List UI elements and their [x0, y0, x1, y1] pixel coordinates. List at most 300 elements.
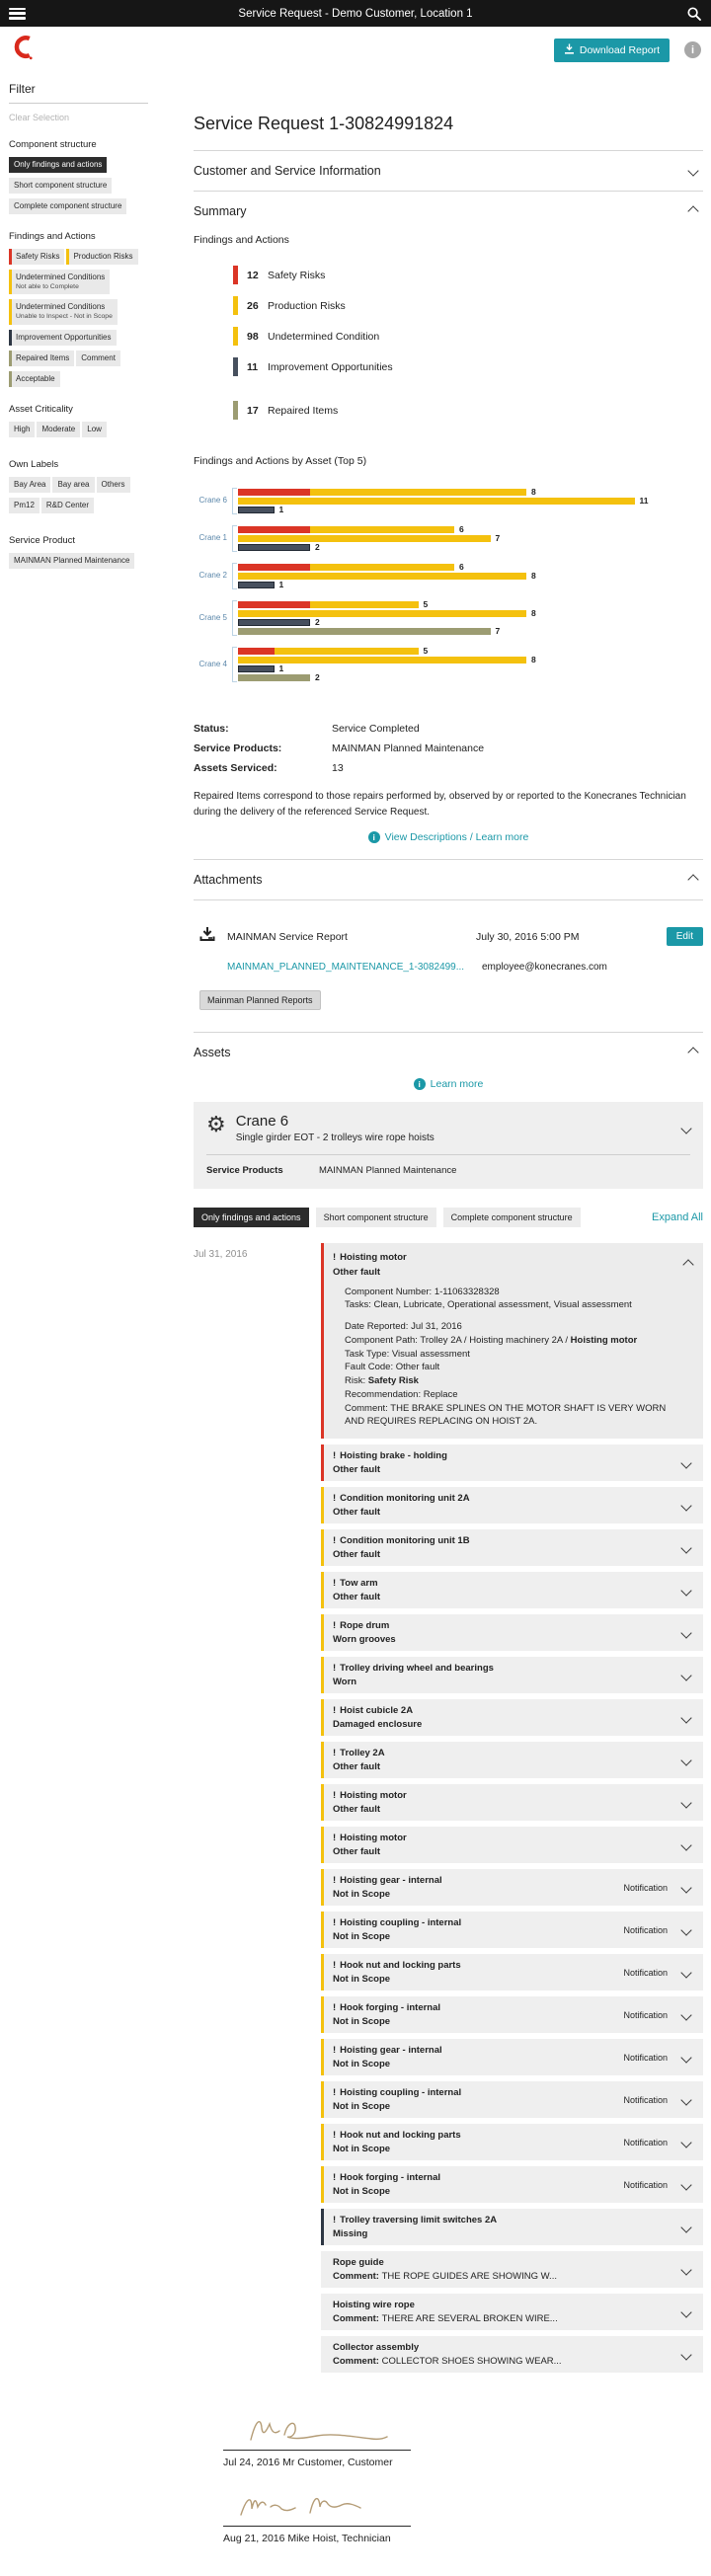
info-icon[interactable]: i: [684, 41, 701, 58]
notification-label: Notification: [623, 1882, 668, 1893]
findings-counts: [233, 266, 703, 420]
count-label: Improvement Opportunities: [268, 360, 393, 373]
chevron-up-icon[interactable]: [687, 205, 698, 216]
finding-count-red: [233, 266, 703, 284]
status-value: Service Completed: [332, 723, 420, 735]
finding-row-hoist-cubicle-2a[interactable]: [321, 1699, 703, 1736]
finding-row-condition-monitoring-unit-1b[interactable]: [321, 1529, 703, 1566]
filter-chip-high[interactable]: High: [9, 422, 35, 437]
download-report-button[interactable]: [554, 39, 670, 62]
finding-title: Hoisting motor: [340, 1252, 407, 1263]
finding-row-text: [333, 2257, 682, 2282]
section-assets[interactable]: [194, 1033, 703, 1072]
repaired-items-note: Repaired Items correspond to those repairs performed by, observed by or reported to the Konecranes Technician during the delivery of the referenced Service Request.: [194, 791, 686, 818]
expand-all-link[interactable]: Expand All: [652, 1211, 703, 1223]
attachment-uploader-email: employee@konecranes.com: [482, 962, 607, 973]
bar-segment-dark: [238, 665, 275, 672]
top-app-bar: [0, 0, 711, 27]
finding-detail-line: Task Type: Visual assessment: [345, 1348, 470, 1360]
signature-image: [223, 2408, 411, 2450]
chart-bar: [238, 573, 703, 580]
count-color-bar: [233, 401, 238, 420]
finding-subtitle: Comment: THE ROPE GUIDES ARE SHOWING W...: [333, 2271, 557, 2283]
notification-label: Notification: [623, 2137, 668, 2147]
exclamation-icon: !: [333, 2215, 337, 2226]
asset-criticality-chips: [9, 422, 148, 442]
finding-row-hoisting-wire-rope[interactable]: [321, 2294, 703, 2330]
finding-row-trolley-2a[interactable]: [321, 1742, 703, 1778]
asset-card-header[interactable]: [206, 1113, 690, 1143]
chevron-down-icon[interactable]: [680, 2009, 691, 2020]
filter-chip-sublabel: Not able to Complete: [16, 283, 79, 290]
exclamation-icon: !: [333, 1252, 337, 1263]
filter-chip-bay-area[interactable]: Bay Area: [9, 477, 50, 493]
bar-value-label: 8: [531, 487, 536, 497]
finding-subtitle: Not in Scope: [333, 1974, 391, 1986]
finding-subtitle: Worn: [333, 1677, 357, 1688]
chart-bar: [238, 601, 703, 608]
bar-segment-dark: [238, 507, 275, 513]
chart-bars: [237, 487, 703, 515]
count-value: 12: [247, 269, 259, 281]
finding-count-yellow: [233, 327, 703, 346]
filter-chip-acceptable[interactable]: Acceptable: [9, 371, 60, 387]
finding-title: ! Rope drum: [333, 1620, 390, 1632]
chevron-down-icon[interactable]: [680, 2137, 691, 2147]
finding-detail-line: Component Path: Trolley 2A / Hoisting machinery 2A / Hoisting motor: [345, 1334, 638, 1346]
divider: [9, 103, 148, 104]
count-color-bar: [233, 327, 238, 346]
chevron-down-icon[interactable]: [680, 1924, 691, 1935]
finding-row-text: [333, 1917, 623, 1942]
count-color-bar: [233, 296, 238, 315]
toggle-complete-structure[interactable]: Complete component structure: [443, 1208, 581, 1227]
chart-bar: [238, 628, 703, 635]
chart-bar: [238, 648, 703, 655]
chart-bar: [238, 619, 703, 626]
service-products-value: MAINMAN Planned Maintenance: [332, 742, 485, 754]
service-product-chips: [9, 553, 148, 574]
bar-value-label: 1: [278, 505, 284, 514]
exclamation-icon: !: [333, 2130, 337, 2142]
finding-title: ! Hoisting coupling - internal: [333, 2087, 462, 2099]
finding-count-dark: [233, 357, 703, 376]
section-title: Attachments: [194, 873, 263, 887]
count-value: 11: [247, 360, 259, 373]
findings-filter-chips: [9, 249, 148, 387]
learn-more-link[interactable]: [194, 1078, 703, 1090]
exclamation-icon: !: [333, 1450, 337, 1462]
notification-label: Notification: [623, 2179, 668, 2190]
bar-value-label: 1: [278, 580, 284, 589]
app-bar-title: Service Request - Demo Customer, Location 1: [238, 7, 473, 20]
finding-row-text: [333, 1663, 682, 1687]
finding-title: ! Tow arm: [333, 1578, 378, 1590]
finding-detail-line: Risk: Safety Risk: [345, 1375, 419, 1387]
exclamation-icon: !: [333, 1790, 337, 1802]
finding-row-text: [333, 1450, 682, 1475]
asset-card-crane-6: [194, 1102, 703, 1189]
bar-segment-olive: [238, 674, 310, 681]
finding-row-text: [333, 1960, 623, 1985]
bar-segment-red: [238, 526, 310, 533]
signatures: [223, 2408, 703, 2576]
chart-category-link[interactable]: Crane 1: [198, 533, 227, 543]
chevron-down-icon[interactable]: [680, 1967, 691, 1978]
chevron-down-icon[interactable]: [680, 2222, 691, 2232]
exclamation-icon: !: [333, 2045, 337, 2057]
notification-label: Notification: [623, 1924, 668, 1935]
bar-value-label: 2: [315, 672, 320, 682]
bar-value-label: 6: [459, 562, 464, 572]
bar-segment-dark: [238, 582, 275, 588]
clear-selection-link[interactable]: Clear Selection: [9, 113, 70, 122]
chart-bar: [238, 498, 703, 505]
chart-bars: [237, 524, 703, 553]
findings-date-label: Jul 31, 2016: [194, 1249, 248, 1260]
filter-chip-safety-risks[interactable]: Safety Risks: [9, 249, 64, 265]
finding-detail-line: Recommendation: Replace: [345, 1388, 458, 1400]
filter-chip-others[interactable]: Others: [97, 477, 130, 493]
bar-segment-yellow: [310, 489, 526, 496]
chevron-down-icon[interactable]: [680, 1882, 691, 1893]
finding-title: Hoisting wire rope: [333, 2300, 415, 2311]
finding-subtitle: Not in Scope: [333, 2101, 391, 2113]
count-label: Production Risks: [268, 299, 346, 312]
download-file-icon: [199, 926, 215, 947]
finding-row-text: [333, 1875, 623, 1900]
chart-bar: [238, 526, 703, 533]
filter-chip-only-findings-and-actions[interactable]: Only findings and actions: [9, 157, 107, 173]
chart-bars: [237, 646, 703, 683]
finding-detail-line: Tasks: Clean, Lubricate, Operational assessment, Visual assessment: [345, 1299, 632, 1311]
finding-title: ! Trolley traversing limit switches 2A: [333, 2215, 498, 2226]
filter-title: Filter: [9, 82, 36, 96]
filter-chip-moderate[interactable]: Moderate: [37, 422, 80, 437]
finding-row-hoisting-gear-internal[interactable]: [321, 2039, 703, 2075]
finding-detail-line: Component Number: 1-11063328328: [345, 1286, 500, 1297]
signature-image: [223, 2484, 411, 2526]
notification-label: Notification: [623, 2009, 668, 2020]
chart-bar: [238, 535, 703, 542]
asset-description: Single girder EOT - 2 trolleys wire rope hoists: [235, 1132, 434, 1143]
customer-signature-caption: Jul 24, 2016 Mr Customer, Customer: [223, 2457, 393, 2469]
finding-row-hoisting-brake-holding[interactable]: [321, 1444, 703, 1481]
customer-signature: [223, 2408, 411, 2468]
chart-bars: [237, 599, 703, 637]
finding-title: Collector assembly: [333, 2342, 420, 2354]
finding-title: ! Hoisting gear - internal: [333, 1875, 442, 1887]
finding-row-hoisting-motor[interactable]: [321, 1784, 703, 1821]
section-title: Assets: [194, 1046, 231, 1059]
toggle-short-structure[interactable]: Short component structure: [316, 1208, 436, 1227]
exclamation-icon: !: [333, 2002, 337, 2014]
notification-label: Notification: [623, 2094, 668, 2105]
filter-chip-short-component-structure[interactable]: Short component structure: [9, 178, 112, 194]
asset-name: Crane 6: [235, 1113, 289, 1130]
exclamation-icon: !: [333, 1535, 337, 1547]
chevron-down-icon[interactable]: [680, 2349, 691, 2360]
finding-row-text: [333, 1493, 682, 1518]
attachment-tag: Mainman Planned Reports: [199, 990, 321, 1010]
finding-title: ! Trolley driving wheel and bearings: [333, 1663, 494, 1675]
finding-row-text: [333, 2172, 623, 2197]
finding-subtitle: Not in Scope: [333, 2059, 391, 2070]
main-content: [194, 68, 711, 2576]
count-value: 17: [247, 404, 259, 417]
finding-subtitle: Other fault: [333, 1592, 381, 1603]
chart-bar: [238, 582, 703, 588]
attachment-file-link[interactable]: MAINMAN_PLANNED_MAINTENANCE_1-3082499...: [227, 962, 465, 973]
count-color-bar: [233, 266, 238, 284]
finding-row-text: [333, 2087, 623, 2112]
exclamation-icon: !: [333, 1917, 337, 1929]
filter-chip-complete-component-structure[interactable]: Complete component structure: [9, 198, 126, 214]
page-title: Service Request 1-30824991824: [194, 114, 454, 133]
own-labels-heading: Own Labels: [9, 458, 59, 470]
section-summary[interactable]: [194, 192, 703, 231]
bar-value-label: 1: [278, 664, 284, 673]
exclamation-icon: !: [333, 1663, 337, 1675]
chart-bar: [238, 564, 703, 571]
action-row: [0, 27, 711, 68]
finding-row-text: [333, 1790, 682, 1815]
count-color-bar: [233, 357, 238, 376]
chevron-down-icon[interactable]: [680, 2179, 691, 2190]
hamburger-menu-icon[interactable]: [9, 8, 26, 20]
bar-segment-yellow: [238, 610, 526, 617]
chevron-up-icon[interactable]: [682, 1259, 693, 1270]
chevron-down-icon[interactable]: [680, 1670, 691, 1680]
technician-signature: [223, 2484, 411, 2544]
finding-row-hoisting-coupling-internal[interactable]: [321, 2081, 703, 2118]
chevron-down-icon[interactable]: [680, 1457, 691, 1468]
finding-count-yellow: [233, 296, 703, 315]
findings-list: [194, 1243, 703, 2373]
chevron-down-icon[interactable]: [680, 1500, 691, 1511]
chevron-down-icon[interactable]: [680, 1542, 691, 1553]
component-structure-options: [9, 157, 148, 214]
chevron-down-icon[interactable]: [680, 2264, 691, 2275]
filter-chip-bay-area[interactable]: Bay area: [52, 477, 94, 493]
bar-value-label: 2: [315, 617, 320, 627]
signature-line: [223, 2526, 411, 2527]
search-icon[interactable]: [686, 6, 702, 22]
filter-chip-pm12[interactable]: Pm12: [9, 498, 40, 513]
finding-subtitle: Missing: [333, 2228, 368, 2240]
finding-row-condition-monitoring-unit-2a[interactable]: [321, 1487, 703, 1523]
chevron-down-icon[interactable]: [680, 1627, 691, 1638]
finding-row-hook-nut-and-locking-parts[interactable]: [321, 1954, 703, 1991]
finding-expanded-hoisting-motor[interactable]: [321, 1243, 703, 1439]
finding-subtitle: Comment: THERE ARE SEVERAL BROKEN WIRE...: [333, 2313, 558, 2325]
filter-chip-low[interactable]: Low: [82, 422, 107, 437]
finding-title: ! Hoisting motor: [333, 1833, 407, 1844]
bar-segment-yellow: [310, 564, 454, 571]
component-structure-heading: Component structure: [9, 139, 97, 150]
filter-chip-undetermined-conditions[interactable]: Undetermined Conditions Not able to Complete: [9, 270, 110, 294]
finding-title: ! Hoisting gear - internal: [333, 2045, 442, 2057]
chevron-down-icon[interactable]: [687, 165, 698, 176]
finding-detail-line: Date Reported: Jul 31, 2016: [345, 1321, 462, 1333]
finding-detail-line: Fault Code: Other fault: [345, 1362, 440, 1373]
finding-title: ! Condition monitoring unit 2A: [333, 1493, 470, 1505]
finding-row-hoisting-motor[interactable]: [321, 1827, 703, 1863]
finding-title: ! Hoisting brake - holding: [333, 1450, 447, 1462]
view-descriptions-link[interactable]: [194, 831, 703, 843]
finding-row-text: [333, 2002, 623, 2027]
asset-service-products-value: MAINMAN Planned Maintenance: [319, 1165, 457, 1176]
exclamation-icon: !: [333, 1620, 337, 1632]
service-products-label: Service Products:: [194, 742, 282, 754]
finding-subtitle: Not in Scope: [333, 1889, 391, 1901]
finding-title: ! Hoisting motor: [333, 1790, 407, 1802]
bar-value-label: 5: [423, 599, 429, 609]
attachment-item: [194, 926, 703, 1010]
own-labels-chips: [9, 477, 148, 518]
filter-chip-comment[interactable]: Comment: [76, 351, 120, 366]
chart-group-crane-5: [194, 599, 703, 637]
bar-value-label: 8: [531, 655, 536, 664]
filter-chip-r-d-center[interactable]: R&D Center: [41, 498, 94, 513]
finding-row-rope-guide[interactable]: [321, 2251, 703, 2288]
chevron-down-icon[interactable]: [680, 2052, 691, 2063]
chart-category-link[interactable]: Crane 5: [198, 612, 227, 622]
filter-chip-repaired-items[interactable]: Repaired Items: [9, 351, 74, 366]
finding-subtitle: Not in Scope: [333, 2186, 391, 2198]
exclamation-icon: !: [333, 2172, 337, 2184]
filter-chip-production-risks[interactable]: Production Risks: [66, 249, 137, 265]
finding-details: [333, 1286, 675, 1430]
section-attachments[interactable]: [194, 860, 703, 899]
finding-row-trolley-traversing-limit-switches-2a[interactable]: [321, 2209, 703, 2245]
chevron-up-icon[interactable]: [687, 874, 698, 885]
finding-subtitle: Other fault: [333, 1464, 381, 1476]
bar-segment-red: [238, 564, 310, 571]
chevron-down-icon[interactable]: [680, 2306, 691, 2317]
bar-value-label: 11: [639, 496, 649, 506]
status-table: [194, 723, 703, 774]
finding-row-hook-nut-and-locking-parts[interactable]: [321, 2124, 703, 2160]
finding-row-rope-drum[interactable]: [321, 1614, 703, 1651]
chevron-down-icon[interactable]: [680, 2094, 691, 2105]
bar-value-label: 8: [531, 608, 536, 618]
bar-segment-red: [238, 648, 275, 655]
count-label: Repaired Items: [268, 404, 339, 417]
finding-row-trolley-driving-wheel-and-bearings[interactable]: [321, 1657, 703, 1693]
chevron-down-icon[interactable]: [680, 1797, 691, 1808]
info-icon: i: [414, 1078, 426, 1090]
chevron-down-icon[interactable]: [680, 1123, 691, 1133]
bar-segment-yellow: [238, 657, 526, 664]
chart-bar: [238, 657, 703, 664]
learn-more-label: Learn more: [430, 1078, 484, 1090]
finding-title: ! Condition monitoring unit 1B: [333, 1535, 470, 1547]
finding-title: ! Hoist cubicle 2A: [333, 1705, 414, 1717]
finding-row-text: [333, 2342, 682, 2367]
chart-category-link[interactable]: Crane 2: [198, 571, 227, 581]
bar-segment-red: [238, 489, 310, 496]
asset-criticality-heading: Asset Criticality: [9, 403, 73, 415]
divider: [194, 899, 703, 900]
finding-row-text: [333, 1578, 682, 1602]
chart-group-crane-2: [194, 562, 703, 590]
technician-signature-caption: Aug 21, 2016 Mike Hoist, Technician: [223, 2533, 391, 2545]
bar-value-label: 5: [423, 646, 429, 656]
finding-row-hoisting-gear-internal[interactable]: [321, 1869, 703, 1906]
bar-value-label: 7: [495, 533, 501, 543]
chart-category-link[interactable]: Crane 6: [198, 496, 227, 506]
finding-row-text: [333, 1833, 682, 1857]
finding-row-text: [333, 1535, 682, 1560]
bar-segment-yellow: [238, 573, 526, 580]
finding-row-hook-forging-internal[interactable]: [321, 2166, 703, 2203]
bar-segment-yellow: [310, 601, 419, 608]
download-report-label: Download Report: [579, 43, 660, 56]
filter-chip-undetermined-conditions[interactable]: Undetermined Conditions Unable to Inspect - Not in Scope: [9, 299, 118, 324]
chevron-down-icon[interactable]: [680, 1839, 691, 1850]
gear-icon: ⚙: [206, 1112, 226, 1136]
finding-subtitle: Not in Scope: [333, 1931, 391, 1943]
exclamation-icon: !: [333, 1578, 337, 1590]
finding-row-tow-arm[interactable]: [321, 1572, 703, 1608]
finding-row-hook-forging-internal[interactable]: [321, 1996, 703, 2033]
edit-button[interactable]: Edit: [667, 927, 703, 946]
assets-serviced-label: Assets Serviced:: [194, 762, 277, 774]
finding-subtitle: Other fault: [333, 1846, 381, 1858]
finding-title: ! Hook nut and locking parts: [333, 1960, 461, 1972]
count-value: 98: [247, 330, 259, 343]
finding-subtitle: Other fault: [333, 1266, 381, 1278]
count-label: Undetermined Condition: [268, 330, 380, 343]
finding-subtitle: Other fault: [333, 1507, 381, 1519]
chart-bar: [238, 674, 703, 681]
chevron-down-icon[interactable]: [680, 1585, 691, 1596]
finding-row-collector-assembly[interactable]: [321, 2336, 703, 2373]
finding-row-hoisting-coupling-internal[interactable]: [321, 1912, 703, 1948]
bar-segment-yellow: [238, 535, 491, 542]
chart-bar: [238, 489, 703, 496]
exclamation-icon: !: [333, 1875, 337, 1887]
chart-title: Findings and Actions by Asset (Top 5): [194, 455, 367, 467]
bar-value-label: 6: [459, 524, 464, 534]
finding-subtitle: Other fault: [333, 1549, 381, 1561]
findings-filters-heading: Findings and Actions: [9, 231, 96, 242]
section-customer-service-information[interactable]: [194, 151, 703, 191]
signature-line: [223, 2450, 411, 2451]
finding-detail-line: Comment: THE BRAKE SPLINES ON THE MOTOR SHAFT IS VERY WORN AND REQUIRES REPLACING ON HOIST 2A.: [345, 1402, 667, 1428]
finding-row-text: [333, 1620, 682, 1645]
chevron-up-icon[interactable]: [687, 1047, 698, 1057]
finding-title: ! Hook nut and locking parts: [333, 2130, 461, 2142]
exclamation-icon: !: [333, 1493, 337, 1505]
exclamation-icon: !: [333, 1748, 337, 1759]
finding-row-text: [333, 2300, 682, 2324]
chart-category-link[interactable]: Crane 4: [198, 659, 227, 668]
count-label: Safety Risks: [268, 269, 326, 281]
bar-value-label: 8: [531, 571, 536, 581]
toggle-only-findings[interactable]: Only findings and actions: [194, 1208, 309, 1227]
chevron-down-icon[interactable]: [680, 1712, 691, 1723]
chart-group-crane-1: [194, 524, 703, 553]
finding-subtitle: Not in Scope: [333, 2016, 391, 2028]
chevron-down-icon[interactable]: [680, 1755, 691, 1765]
finding-row-text: [333, 1748, 682, 1772]
konecranes-logo: [10, 34, 37, 66]
filter-chip-improvement-opportunities[interactable]: Improvement Opportunities: [9, 330, 117, 346]
filter-chip-mainman-planned-maintenance[interactable]: MAINMAN Planned Maintenance: [9, 553, 134, 569]
bar-segment-red: [238, 601, 310, 608]
